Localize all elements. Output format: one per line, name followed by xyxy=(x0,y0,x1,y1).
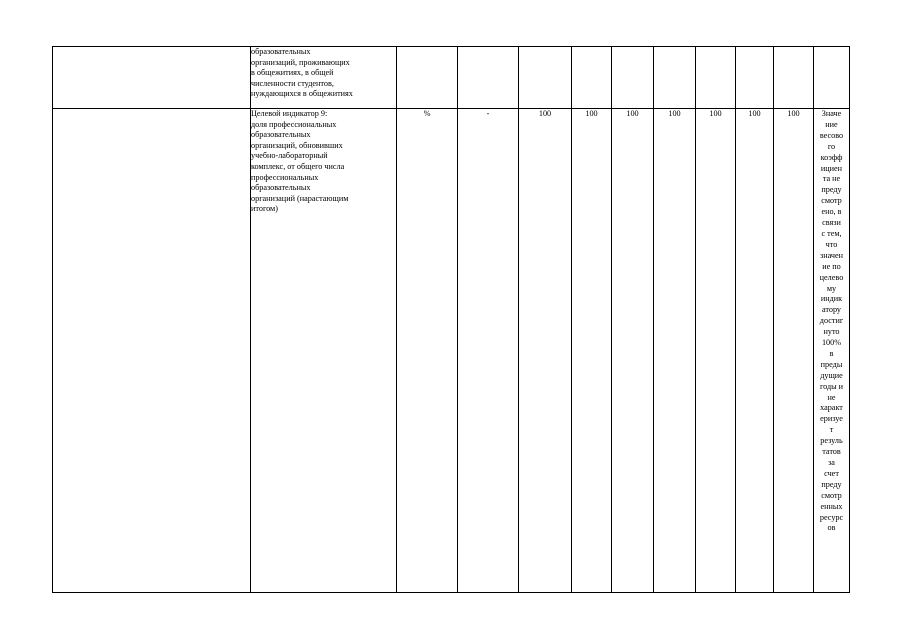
description-line: учебно-лабораторный xyxy=(251,151,328,161)
note-line: индик xyxy=(820,294,843,304)
description-line: численности студентов, xyxy=(251,78,334,88)
note-line: ов xyxy=(827,523,836,533)
description-line: организаций (нарастающим xyxy=(251,193,349,203)
indicator-description-cell xyxy=(251,109,397,593)
note-line: связи xyxy=(822,218,841,228)
empty-cell xyxy=(458,47,519,109)
empty-first-cell xyxy=(53,109,251,593)
value-cell: 100 xyxy=(612,109,654,593)
value-cell: 100 xyxy=(774,109,814,593)
base-value-cell: - xyxy=(458,109,519,593)
unit-cell: % xyxy=(397,109,458,593)
empty-cell xyxy=(774,47,814,109)
note-line: счет xyxy=(824,468,839,478)
note-line: преды xyxy=(820,359,843,369)
value-cell: 100 xyxy=(696,109,736,593)
note-line: годы и xyxy=(819,381,844,391)
empty-cell xyxy=(572,47,612,109)
description-line: Целевой индикатор 9: xyxy=(251,109,328,118)
note-line: ресурс xyxy=(819,512,844,522)
empty-cell xyxy=(519,47,572,109)
note-line: преду xyxy=(821,185,842,195)
note-cell xyxy=(814,109,850,593)
description-line: организаций, обновивших xyxy=(251,140,343,150)
note-line: енных xyxy=(820,501,843,511)
description-line: образовательных xyxy=(251,130,311,140)
note-line: весово xyxy=(819,130,844,140)
note-line: та не xyxy=(822,174,841,184)
note-line: коэфф xyxy=(820,152,843,162)
note-line: не xyxy=(827,392,836,402)
empty-cell xyxy=(612,47,654,109)
description-line: образовательных xyxy=(251,47,311,56)
empty-cell xyxy=(397,47,458,109)
note-line: преду xyxy=(821,479,842,489)
value-cell: 100 xyxy=(736,109,774,593)
note-line: татов xyxy=(822,447,841,457)
description-line: комплекс, от общего числа xyxy=(251,161,345,171)
note-line: характ xyxy=(820,403,843,413)
empty-cell xyxy=(696,47,736,109)
note-line: нуто xyxy=(823,327,840,337)
note-line: еризуе xyxy=(820,414,843,424)
note-line: смотр xyxy=(821,490,842,500)
note-line: ие по xyxy=(822,261,841,271)
note-line: что xyxy=(825,239,838,249)
description-line: доля профессиональных xyxy=(251,119,337,129)
value-cell: 100 xyxy=(572,109,612,593)
description-line: итогом) xyxy=(251,204,278,214)
note-line: му xyxy=(826,283,837,293)
empty-cell xyxy=(814,47,850,109)
continuation-row xyxy=(53,47,850,109)
note-line: го xyxy=(827,141,836,151)
note-line: Значе xyxy=(821,109,842,118)
empty-cell xyxy=(736,47,774,109)
note-line: 100% xyxy=(821,338,842,348)
note-line: атору xyxy=(821,305,842,315)
note-line: т xyxy=(829,425,834,435)
note-line: резуль xyxy=(820,436,843,446)
description-line: организаций, проживающих xyxy=(251,57,350,67)
empty-cell xyxy=(654,47,696,109)
note-line: с тем, xyxy=(821,228,842,238)
note-line: смотр xyxy=(821,196,842,206)
value-cell: 100 xyxy=(519,109,572,593)
note-line: дущие xyxy=(820,370,843,380)
description-line: в общежитиях, в общей xyxy=(251,68,334,78)
value-cell: 100 xyxy=(654,109,696,593)
note-line: целево xyxy=(819,272,844,282)
note-line: значен xyxy=(819,250,844,260)
indicator-9-row xyxy=(53,109,850,593)
note-line: в xyxy=(829,348,834,358)
description-line: нуждающихся в общежитиях xyxy=(251,89,353,99)
note-line: ено, в xyxy=(821,207,842,217)
note-line: достиг xyxy=(819,316,844,326)
indicator-table xyxy=(52,46,850,593)
note-line: ние xyxy=(825,119,838,129)
description-line: образовательных xyxy=(251,183,311,193)
description-line: профессиональных xyxy=(251,172,319,182)
continuation-description-cell xyxy=(251,47,397,109)
note-line: ициен xyxy=(820,163,843,173)
empty-first-cell xyxy=(53,47,251,109)
note-line: за xyxy=(828,458,835,467)
